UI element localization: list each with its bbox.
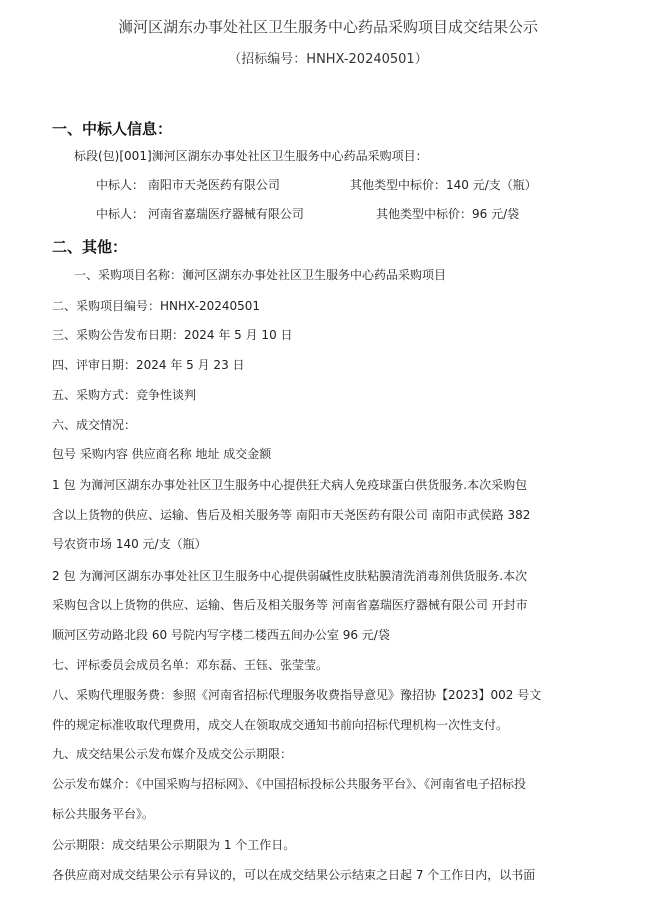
publication-media-line-1: 公示发布媒介：《中国采购与招标网》、《中国招标投标公共服务平台》、《河南省电子招标投 [52,777,527,791]
review-date-line: 四、评审日期：2024 年 5 月 23 日 [52,358,245,372]
publication-period-line: 公示期限：成交结果公示期限为 1 个工作日。 [52,838,296,852]
procurement-method-line: 五、采购方式：竞争性谈判 [52,388,197,402]
publication-media-heading: 九、成交结果公示发布媒介及成交公示期限： [52,747,293,761]
lot-2-line-2: 采购包含以上货物的供应、运输、售后及相关服务等 河南省嘉瑞医疗器械有限公司 开封市 [52,598,528,612]
document-title: 浉河区湖东办事处社区卫生服务中心药品采购项目成交结果公示 [117,18,538,36]
winner-1-price: 其他类型中标价：140 元/支（瓶） [350,178,537,192]
deal-status-heading: 六、成交情况： [52,418,137,432]
section-heading-winner-info: 一、中标人信息： [52,120,173,138]
objection-notice-line: 各供应商对成交结果公示有异议的，可以在成交结果公示结束之日起 7 个工作日内，以书面 [52,868,536,882]
project-name-line: 一、采购项目名称：浉河区湖东办事处社区卫生服务中心药品采购项目 [74,268,447,282]
lot-1-line-1: 1 包 为浉河区湖东办事处社区卫生服务中心提供狂犬病人免疫球蛋白供货服务.本次采购包 [52,478,528,492]
winner-1-name: 中标人： 南阳市天尧医药有限公司 [96,178,280,192]
lot-description: 标段(包)[001]浉河区湖东办事处社区卫生服务中心药品采购项目： [74,149,428,163]
winner-2-name: 中标人： 河南省嘉瑞医疗器械有限公司 [96,207,304,221]
lot-2-line-1: 2 包 为浉河区湖东办事处社区卫生服务中心提供弱碱性皮肤粘膜清洗消毒剂供货服务.本次 [52,569,528,583]
agency-fee-line-2: 件的规定标准收取代理费用，成交人在领取成交通知书前向招标代理机构一次性支付。 [52,718,509,732]
project-number-line: 二、采购项目编号：HNHX-20240501 [52,299,261,313]
publication-media-line-2: 标公共服务平台》。 [52,807,155,821]
lot-1-line-3: 号农资市场 140 元/支（瓶） [52,537,207,551]
lot-1-line-2: 含以上货物的供应、运输、售后及相关服务等 南阳市天尧医药有限公司 南阳市武侯路 382 [52,508,531,522]
tender-number: （招标编号：HNHX-20240501） [228,52,428,67]
committee-members-line: 七、评标委员会成员名单：邓东磊、王钰、张莹莹。 [52,658,329,672]
deal-table-header: 包号 采购内容 供应商名称 地址 成交金额 [52,447,272,461]
section-heading-other: 二、其他： [52,238,128,256]
announcement-date-line: 三、采购公告发布日期：2024 年 5 月 10 日 [52,328,293,342]
lot-2-line-3: 顺河区劳动路北段 60 号院内写字楼二楼西五间办公室 96 元/袋 [52,628,390,642]
winner-2-price: 其他类型中标价：96 元/袋 [376,207,520,221]
agency-fee-line-1: 八、采购代理服务费：参照《河南省招标代理服务收费指导意见》豫招协【2023】002 号文 [52,688,542,702]
